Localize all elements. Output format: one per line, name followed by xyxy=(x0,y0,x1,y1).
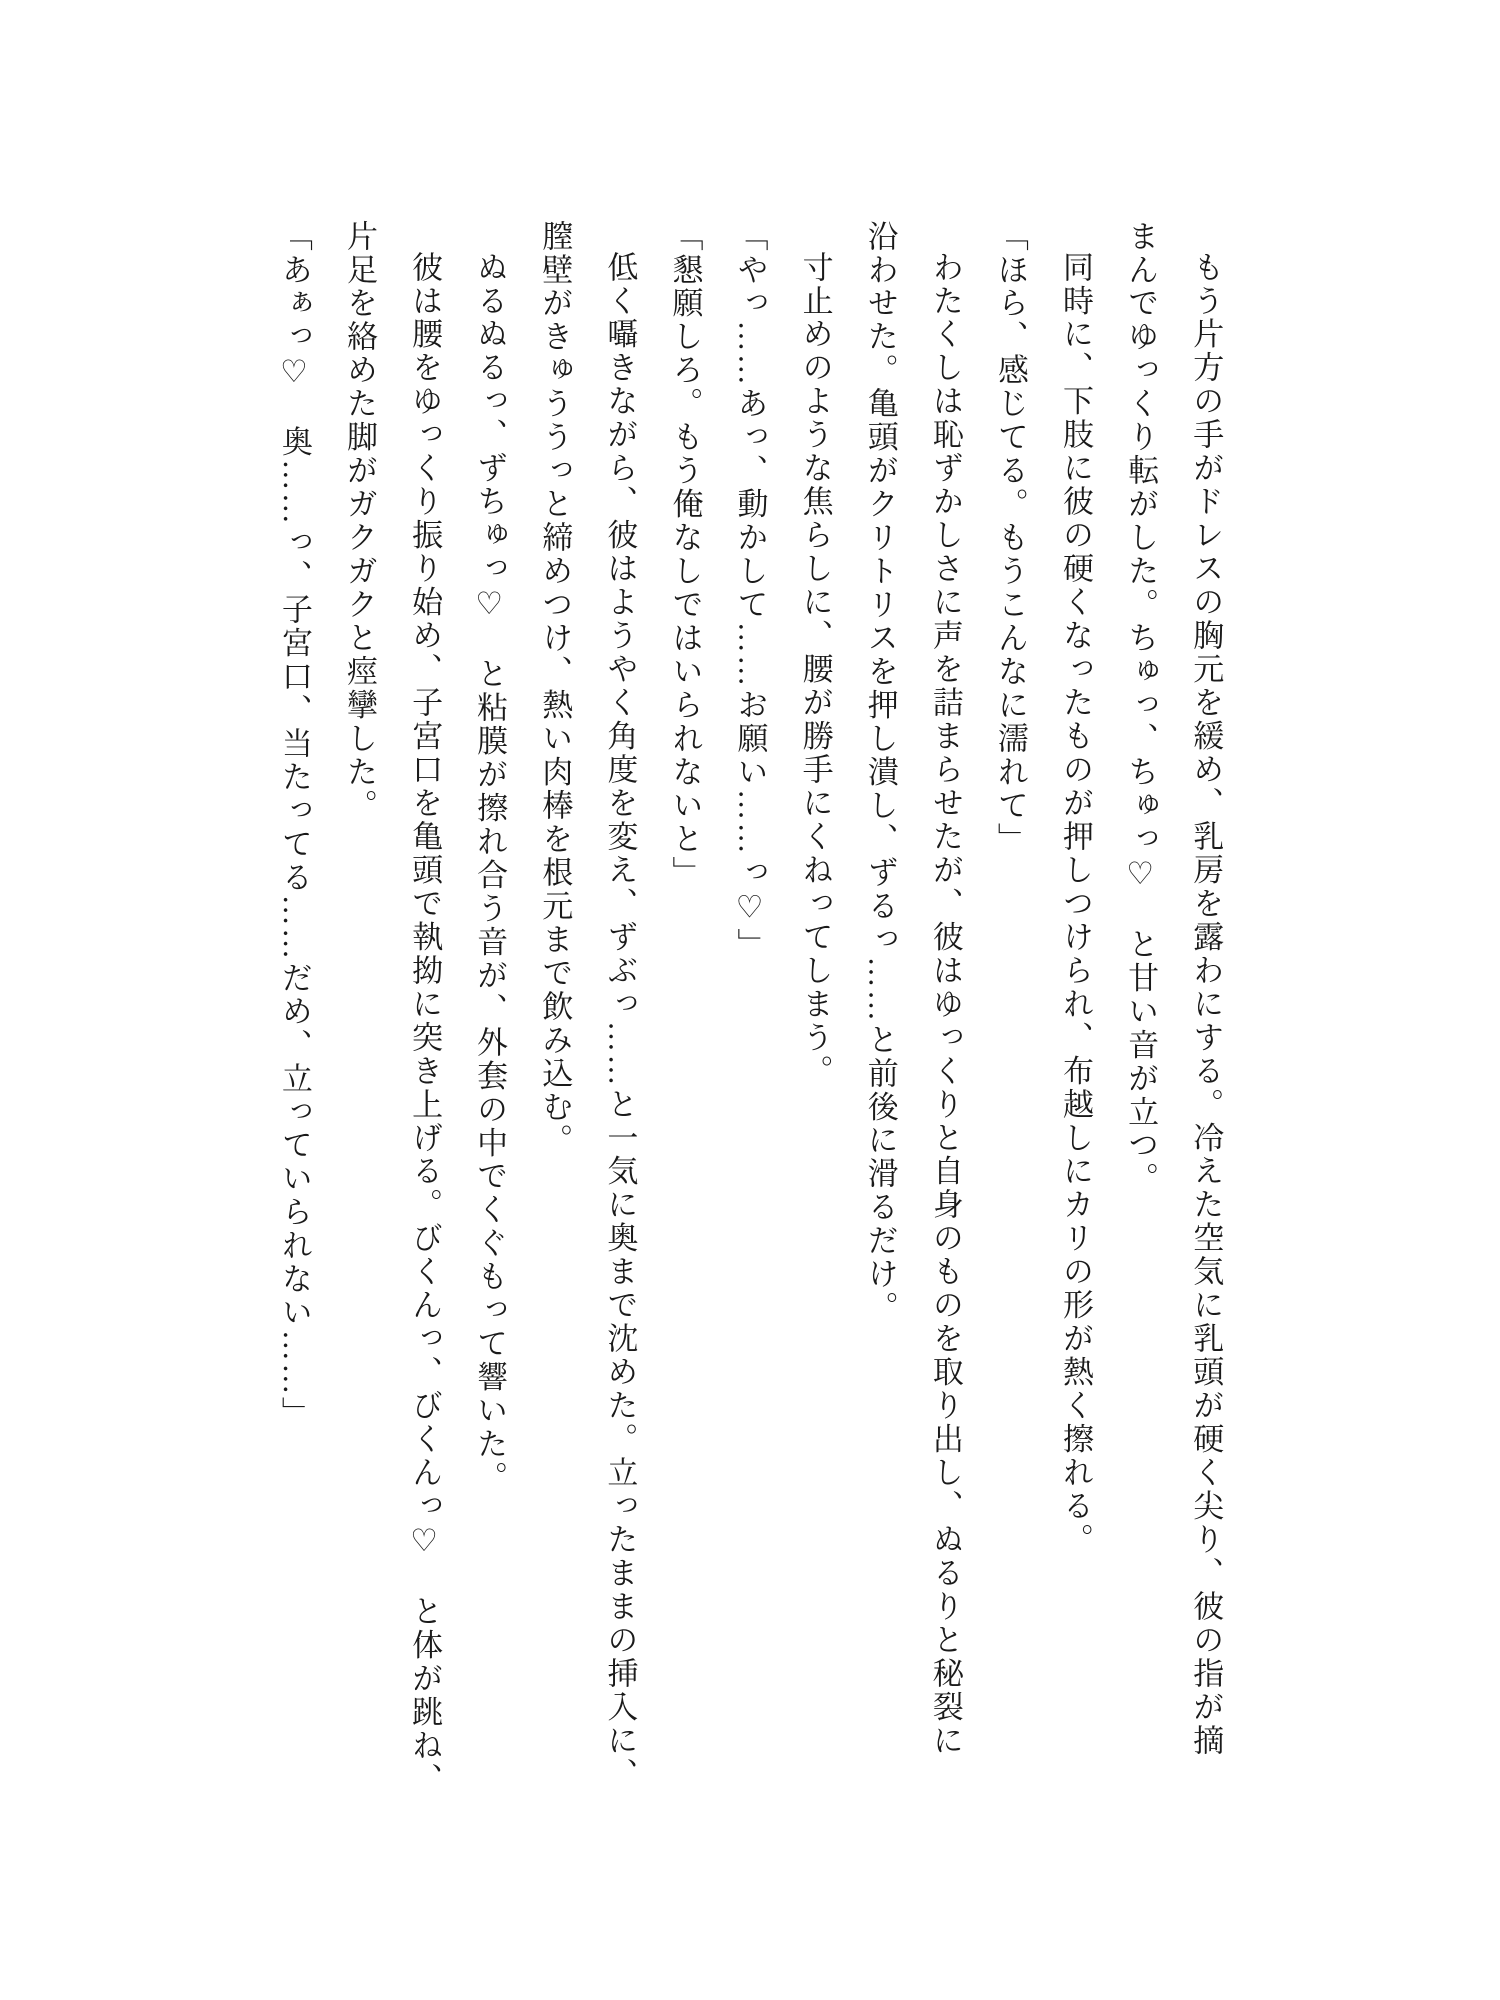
text-line-1: もう片方の手がドレスの胸元を緩め、乳房を露わにする。冷えた空気に乳頭が硬く尖り、彼の指が摘 xyxy=(1188,251,1224,1758)
text-line-3: 同時に、下肢に彼の硬くなったものが押しつけられ、布越しにカリの形が熱く擦れる。 xyxy=(1058,251,1094,1557)
text-line-8: 「やっ……あっ、動かして……お願い……っ♡」 xyxy=(732,220,768,962)
text-line-15: 「あぁっ♡ 奥……っ、子宮口、当たってる……だめ、立っていられない……」 xyxy=(276,220,312,1431)
text-line-14: 片足を絡めた脚がガクガクと痙攣した。 xyxy=(341,220,377,823)
text-line-7: 寸止めのような焦らしに、腰が勝手にくねってしまう。 xyxy=(797,251,833,1088)
text-line-6: 沿わせた。亀頭がクリトリスを押し潰し、ずるっ……と前後に滑るだけ。 xyxy=(862,220,898,1325)
text-line-5: わたくしは恥ずかしさに声を詰まらせたが、彼はゆっくりと自身のものを取り出し、ぬるりと秘裂に xyxy=(927,251,963,1758)
text-line-13: 彼は腰をゆっくり振り始め、子宮口を亀頭で執拗に突き上げる。びくんっ、びくんっ♡ と体が跳ね、 xyxy=(407,251,443,1797)
text-line-12: ぬるぬるっ、ずちゅっ♡ と粘膜が擦れ合う音が、外套の中でくぐもって響いた。 xyxy=(472,251,508,1495)
text-line-4: 「ほら、感じてる。もうこんなに濡れて」 xyxy=(992,220,1028,857)
vertical-text-block xyxy=(262,220,1238,1805)
text-line-9: 「懇願しろ。もう俺なしではいられないと」 xyxy=(667,220,703,890)
text-line-10: 低く囁きながら、彼はようやく角度を変え、ずぶっ……と一気に奥まで沈めた。立ったままの挿入に、 xyxy=(602,251,638,1792)
text-line-11: 膣壁がきゅううっと締めつけ、熱い肉棒を根元まで飲み込む。 xyxy=(537,220,573,1158)
text-line-2: まんでゆっくり転がした。ちゅっ、ちゅっ♡ と甘い音が立つ。 xyxy=(1123,220,1159,1196)
